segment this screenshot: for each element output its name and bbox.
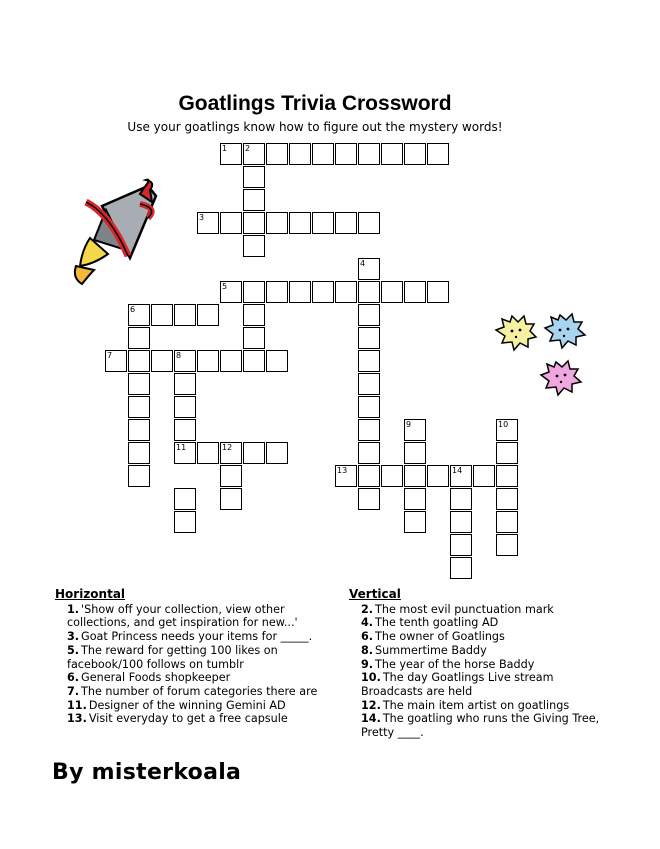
crossword-cell[interactable]: [220, 143, 242, 165]
crossword-cell[interactable]: [358, 212, 380, 234]
crossword-cell[interactable]: [358, 350, 380, 372]
crossword-cell[interactable]: [266, 442, 288, 464]
clue-number: 5: [222, 282, 228, 291]
crossword-cell[interactable]: [243, 189, 265, 211]
clue-line: [349, 658, 599, 672]
clue-text: The owner of Goatlings: [375, 630, 505, 644]
crossword-cell[interactable]: [358, 327, 380, 349]
clue-num: 6.: [67, 671, 80, 685]
crossword-cell[interactable]: [174, 373, 196, 395]
clue-line: [55, 699, 317, 713]
crossword-cell[interactable]: [358, 143, 380, 165]
clue-number: 6: [130, 305, 136, 314]
crossword-cell[interactable]: [404, 488, 426, 510]
crossword-cell[interactable]: [220, 281, 242, 303]
crossword-cell[interactable]: [220, 465, 242, 487]
crossword-cell[interactable]: [358, 373, 380, 395]
crossword-cell[interactable]: [289, 143, 311, 165]
crossword-cell[interactable]: [404, 281, 426, 303]
clue-line: [349, 616, 599, 630]
clue-text: The tenth goatling AD: [375, 616, 499, 630]
fluff-items-icon: [490, 310, 590, 405]
crossword-cell[interactable]: [197, 350, 219, 372]
crossword-cell[interactable]: [128, 396, 150, 418]
clue-num: 14.: [361, 712, 381, 726]
rocket-icon: [60, 178, 170, 288]
crossword-cell[interactable]: [243, 143, 265, 165]
crossword-cell[interactable]: [243, 350, 265, 372]
clue-num: 6.: [361, 630, 374, 644]
clue-number: 8: [176, 351, 182, 360]
crossword-cell[interactable]: [128, 465, 150, 487]
crossword-cell[interactable]: [128, 442, 150, 464]
clue-line: [349, 644, 599, 658]
clue-line: [55, 671, 317, 685]
crossword-cell[interactable]: [335, 465, 357, 487]
crossword-cell[interactable]: [496, 534, 518, 556]
clue-number: 14: [452, 466, 463, 475]
crossword-cell[interactable]: [243, 442, 265, 464]
clue-line: [55, 644, 317, 658]
crossword-cell[interactable]: [358, 465, 380, 487]
clue-line: [349, 685, 599, 699]
clue-line: [349, 603, 599, 617]
crossword-cell[interactable]: [197, 442, 219, 464]
crossword-cell[interactable]: [358, 488, 380, 510]
crossword-cell[interactable]: [174, 419, 196, 441]
crossword-cell[interactable]: [358, 281, 380, 303]
clue-line: [349, 671, 599, 685]
clue-number: 13: [337, 466, 348, 475]
crossword-cell[interactable]: [381, 465, 403, 487]
clue-number: 11: [176, 443, 187, 452]
clue-text: The year of the horse Baddy: [375, 657, 535, 671]
crossword-cell[interactable]: [174, 350, 196, 372]
crossword-cell[interactable]: [105, 350, 127, 372]
crossword-cell[interactable]: [496, 419, 518, 441]
crossword-cell[interactable]: [220, 350, 242, 372]
crossword-cell[interactable]: [220, 488, 242, 510]
clue-num: 3.: [67, 630, 80, 644]
clue-text: Broadcasts are held: [361, 684, 473, 698]
crossword-cell[interactable]: [151, 350, 173, 372]
clue-number: 2: [245, 144, 251, 153]
crossword-cell[interactable]: [496, 442, 518, 464]
crossword-cell[interactable]: [335, 143, 357, 165]
crossword-cell[interactable]: [335, 212, 357, 234]
crossword-cell[interactable]: [174, 488, 196, 510]
clue-text: Visit everyday to get a free capsule: [88, 712, 288, 726]
clue-num: 12.: [361, 698, 381, 712]
crossword-cell[interactable]: [128, 304, 150, 326]
crossword-cell[interactable]: [404, 511, 426, 533]
crossword-cell[interactable]: [243, 166, 265, 188]
clue-line: [349, 726, 599, 740]
crossword-cell[interactable]: [151, 304, 173, 326]
clue-num: 4.: [361, 616, 374, 630]
crossword-cell[interactable]: [312, 212, 334, 234]
clue-number: 1: [222, 144, 228, 153]
clue-num: 8.: [361, 643, 374, 657]
crossword-cell[interactable]: [496, 465, 518, 487]
crossword-cell[interactable]: [197, 212, 219, 234]
clue-line: [349, 630, 599, 644]
crossword-cell[interactable]: [128, 419, 150, 441]
clue-line: [55, 712, 317, 726]
crossword-cell[interactable]: [197, 304, 219, 326]
clue-line: [349, 699, 599, 713]
clue-number: 4: [360, 259, 366, 268]
crossword-cell[interactable]: [427, 465, 449, 487]
clue-number: 10: [498, 420, 509, 429]
crossword-cell[interactable]: [450, 465, 472, 487]
clue-text: General Foods shopkeeper: [81, 671, 231, 685]
clue-num: 7.: [67, 684, 80, 698]
clue-line: [55, 658, 317, 672]
clue-num: 13.: [67, 712, 87, 726]
clue-line: [55, 616, 317, 630]
crossword-cell[interactable]: [404, 465, 426, 487]
crossword-cell[interactable]: [496, 488, 518, 510]
crossword-cell[interactable]: [312, 143, 334, 165]
clue-num: 10.: [361, 671, 381, 685]
crossword-cell[interactable]: [128, 327, 150, 349]
clue-text: The most evil punctuation mark: [375, 602, 554, 616]
clue-text: The day Goatlings Live stream: [382, 671, 554, 685]
crossword-cell[interactable]: [174, 304, 196, 326]
clue-text: The reward for getting 100 likes on: [81, 643, 278, 657]
crossword-cell[interactable]: [289, 212, 311, 234]
crossword-cell[interactable]: [174, 511, 196, 533]
byline: By misterkoala: [52, 760, 242, 785]
vertical-clues: [349, 588, 599, 740]
page-subtitle: Use your goatlings know how to figure out the mystery words!: [127, 120, 503, 134]
clue-text: The goatling who runs the Giving Tree,: [382, 712, 600, 726]
crossword-cell[interactable]: [404, 143, 426, 165]
clue-text: facebook/100 follows on tumblr: [67, 657, 244, 671]
crossword-cell[interactable]: [358, 396, 380, 418]
clue-num: 1.: [67, 602, 80, 616]
crossword-cell[interactable]: [243, 304, 265, 326]
crossword-cell[interactable]: [450, 534, 472, 556]
crossword-cell[interactable]: [266, 143, 288, 165]
crossword-cell[interactable]: [381, 143, 403, 165]
crossword-cell[interactable]: [450, 511, 472, 533]
clue-number: 9: [406, 420, 412, 429]
crossword-cell[interactable]: [496, 511, 518, 533]
crossword-cell[interactable]: [128, 350, 150, 372]
crossword-cell[interactable]: [358, 442, 380, 464]
crossword-cell[interactable]: [450, 557, 472, 579]
crossword-cell[interactable]: [404, 419, 426, 441]
clue-text: The number of forum categories there are: [81, 684, 318, 698]
clue-line: [55, 685, 317, 699]
clue-line: [55, 630, 317, 644]
vertical-heading: Vertical: [349, 587, 401, 601]
clue-text: Designer of the winning Gemini AD: [88, 698, 286, 712]
crossword-cell[interactable]: [128, 373, 150, 395]
crossword-cell[interactable]: [473, 465, 495, 487]
crossword-cell[interactable]: [381, 281, 403, 303]
clue-line: [349, 712, 599, 726]
crossword-cell[interactable]: [427, 143, 449, 165]
crossword-cell[interactable]: [358, 304, 380, 326]
crossword-cell[interactable]: [312, 281, 334, 303]
crossword-cell[interactable]: [243, 235, 265, 257]
clue-text: collections, and get inspiration for new...': [67, 616, 298, 630]
clue-text: Goat Princess needs your items for _____.: [81, 630, 313, 644]
crossword-cell[interactable]: [243, 212, 265, 234]
crossword-cell[interactable]: [243, 281, 265, 303]
clue-number: 3: [199, 213, 205, 222]
horizontal-heading: Horizontal: [55, 587, 126, 601]
clue-number: 7: [107, 351, 113, 360]
crossword-cell[interactable]: [266, 281, 288, 303]
crossword-cell[interactable]: [427, 281, 449, 303]
crossword-cell[interactable]: [289, 281, 311, 303]
horizontal-clues: [55, 588, 317, 726]
crossword-cell[interactable]: [266, 350, 288, 372]
crossword-cell[interactable]: [266, 212, 288, 234]
crossword-cell[interactable]: [220, 442, 242, 464]
clue-text: Pretty ____.: [361, 726, 424, 740]
clue-num: 5.: [67, 643, 80, 657]
crossword-cell[interactable]: [358, 419, 380, 441]
crossword-cell[interactable]: [450, 488, 472, 510]
page-title: Goatlings Trivia Crossword: [178, 92, 452, 115]
clue-num: 9.: [361, 657, 374, 671]
clue-text: 'Show off your collection, view other: [81, 602, 285, 616]
clue-text: Summertime Baddy: [375, 643, 487, 657]
clue-num: 11.: [67, 698, 87, 712]
clue-line: [55, 603, 317, 617]
crossword-cell[interactable]: [335, 281, 357, 303]
crossword-cell[interactable]: [243, 327, 265, 349]
crossword-cell[interactable]: [404, 442, 426, 464]
crossword-cell[interactable]: [220, 212, 242, 234]
crossword-cell[interactable]: [358, 258, 380, 280]
crossword-cell[interactable]: [174, 396, 196, 418]
clue-text: The main item artist on goatlings: [382, 698, 570, 712]
clue-num: 2.: [361, 602, 374, 616]
clue-number: 12: [222, 443, 233, 452]
crossword-cell[interactable]: [174, 442, 196, 464]
